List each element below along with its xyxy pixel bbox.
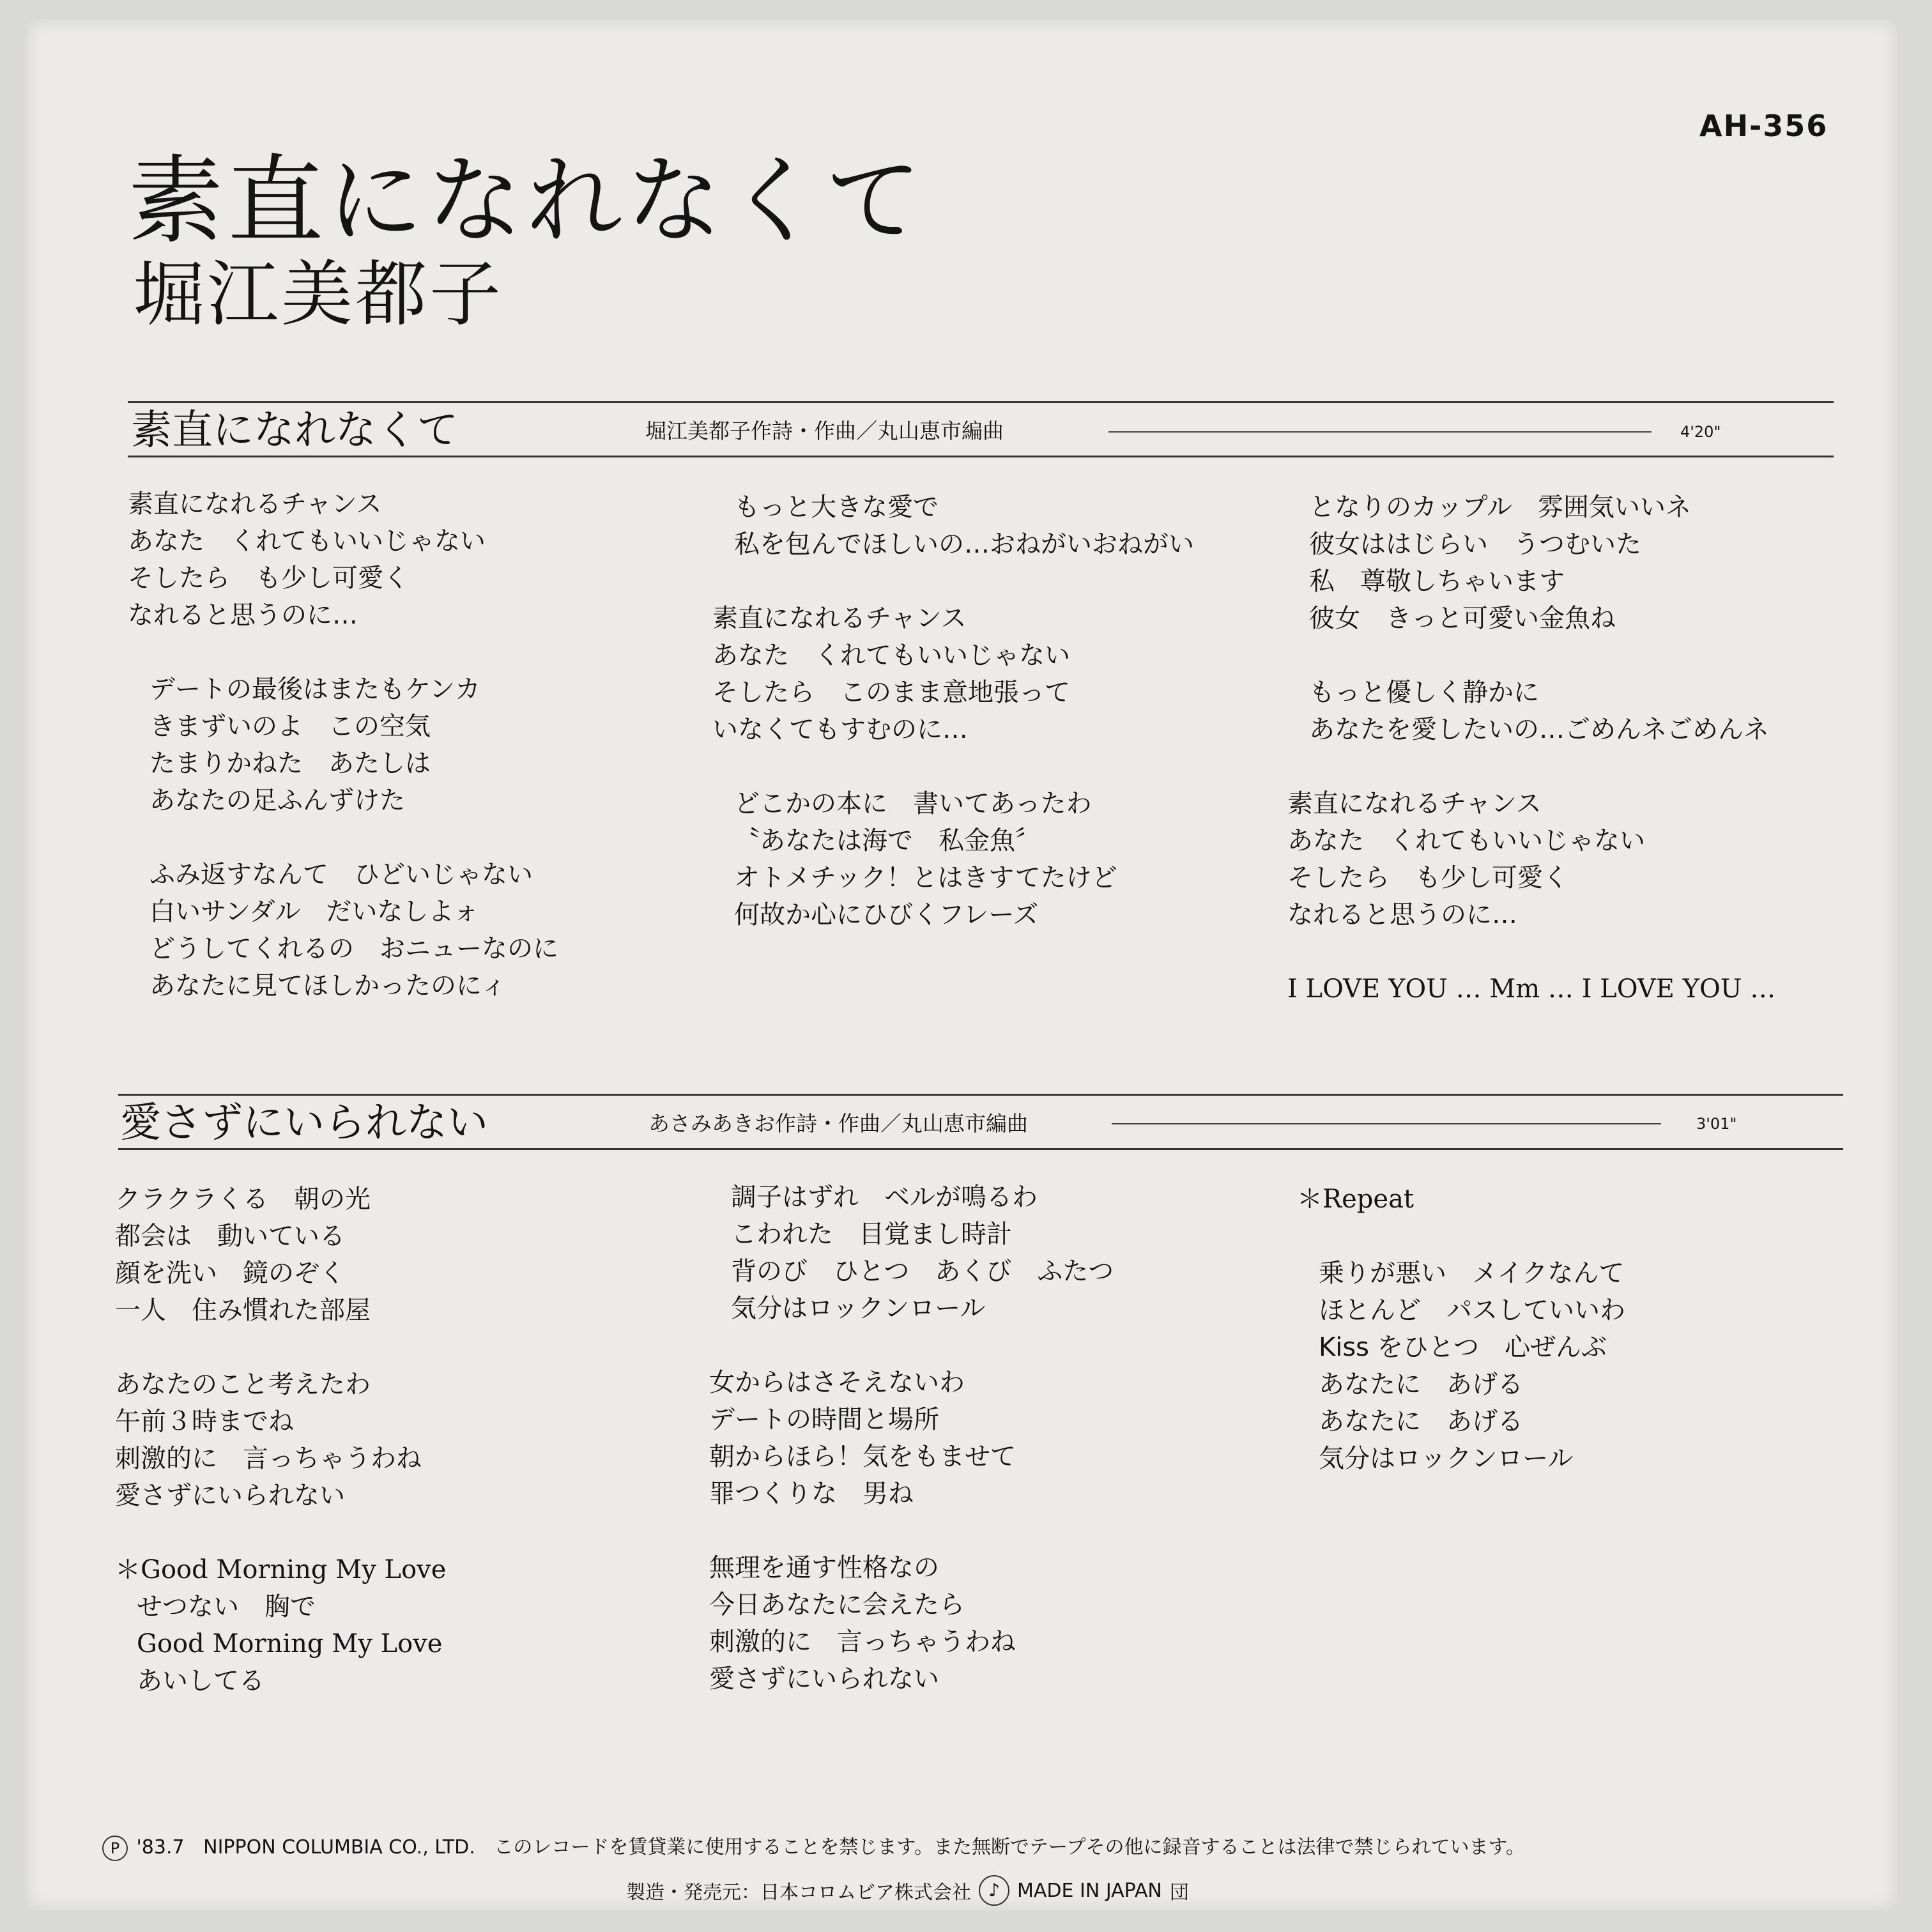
lyric-line: あなたに見てほしかったのにィ bbox=[150, 971, 507, 1000]
lyric-line: 罪つくりな 男ね bbox=[709, 1479, 914, 1508]
stanza bbox=[115, 1551, 446, 1699]
lyric-line: そしたら も少し可愛く bbox=[1287, 863, 1568, 893]
lyric-line: 〝あなたは海で 私金魚〞 bbox=[734, 826, 1041, 855]
legal-notice: このレコードを賃貸業に使用することを禁じます。また無断でテープその他に録音することは法律で禁じられています。 bbox=[494, 1836, 1526, 1859]
lyric-line: 乗りが悪い メイクなんて bbox=[1319, 1259, 1625, 1288]
repeat-marker: ＊Repeat bbox=[1297, 1184, 1414, 1214]
lyric-line: なれると思うのに… bbox=[128, 601, 358, 630]
stanza bbox=[712, 489, 1194, 563]
lyric-line: きまずいのよ この空気 bbox=[150, 712, 431, 741]
catalog-number: AH-356 bbox=[1699, 109, 1828, 143]
lyric-line: 背のび ひとつ あくび ふたつ bbox=[731, 1257, 1114, 1286]
lyric-line: 調子はずれ ベルが鳴るわ bbox=[731, 1183, 1038, 1212]
stanza bbox=[709, 1549, 1114, 1698]
lyric-line: 気分はロックンロール bbox=[731, 1294, 986, 1323]
lyric-line: もっと大きな愛で bbox=[734, 493, 939, 522]
song2-credit-line bbox=[1112, 1123, 1661, 1124]
song2-credit: あさみあきお作詩・作曲／丸山恵市編曲 bbox=[648, 1111, 1028, 1136]
lyric-line: 刺激的に 言っちゃうわね bbox=[115, 1444, 422, 1473]
main-title: 素直になれなくて bbox=[128, 146, 926, 257]
company-name: NIPPON COLUMBIA CO., LTD. bbox=[203, 1836, 475, 1859]
lyric-line: 素直になれるチャンス bbox=[712, 604, 967, 633]
lyric-line: いなくてもすむのに… bbox=[712, 715, 968, 744]
lyric-line: ふみ返すなんて ひどいじゃない bbox=[150, 860, 533, 889]
release-year: '83.7 bbox=[136, 1836, 185, 1859]
song1-lyrics-col2 bbox=[712, 489, 1194, 970]
song1-title: 素直になれなくて bbox=[131, 407, 458, 454]
lyric-line: 素直になれるチャンス bbox=[128, 489, 382, 519]
stanza bbox=[1287, 489, 1775, 637]
lyric-line: 一人 住み慣れた部屋 bbox=[115, 1296, 371, 1325]
lyric-line: 私 尊敬しちゃいます bbox=[1309, 567, 1565, 596]
lyric-line: 女からはさそえないわ bbox=[709, 1368, 965, 1397]
lyric-line: あなたを愛したいの…ごめんネごめんネ bbox=[1309, 715, 1769, 744]
song1-duration: 4'20" bbox=[1680, 423, 1721, 441]
stanza bbox=[712, 785, 1194, 933]
made-in-japan: MADE IN JAPAN bbox=[1017, 1879, 1162, 1902]
stanza bbox=[1287, 785, 1775, 933]
lyric-line: Good Morning My Love bbox=[137, 1629, 443, 1659]
artist-name: 堀江美都子 bbox=[133, 253, 503, 336]
lyric-line: せつない 胸で bbox=[137, 1592, 316, 1621]
lyric-line: 白いサンダル だいなしよォ bbox=[150, 897, 479, 926]
lyric-line: となりのカップル 雰囲気いいネ bbox=[1309, 493, 1691, 522]
song2-lyrics-col1 bbox=[115, 1181, 446, 1736]
stanza bbox=[128, 856, 558, 1004]
lyric-line: デートの時間と場所 bbox=[709, 1405, 939, 1434]
stanza bbox=[712, 600, 1194, 748]
song1-lyrics-col3 bbox=[1287, 489, 1775, 1045]
lyric-line: たまりかねた あたしは bbox=[150, 749, 431, 778]
lyric-line: あなたに あげる bbox=[1319, 1370, 1523, 1399]
stanza bbox=[128, 671, 558, 819]
song2-bottom-rule bbox=[118, 1148, 1843, 1150]
lyric-line: クラクラくる 朝の光 bbox=[115, 1184, 371, 1214]
lyric-line: 朝からほら！気をもませて bbox=[709, 1442, 1016, 1471]
stanza bbox=[1297, 1181, 1625, 1218]
lyric-line: 愛さずにいられない bbox=[709, 1664, 939, 1694]
stanza bbox=[1297, 1255, 1625, 1477]
lyric-line: 午前３時までね bbox=[115, 1407, 294, 1436]
lyric-line: あなた くれてもいいじゃない bbox=[712, 641, 1070, 670]
lyric-line: どうしてくれるの おニューなのに bbox=[150, 934, 558, 963]
lyric-line: 彼女ははじらい うつむいた bbox=[1309, 530, 1641, 559]
song1-bottom-rule bbox=[128, 456, 1834, 457]
lyric-line: 無理を通す性格なの bbox=[709, 1553, 939, 1583]
song1-credit: 堀江美都子作詩・作曲／丸山恵市編曲 bbox=[645, 418, 1004, 443]
lyric-line: なれると思うのに… bbox=[1287, 900, 1517, 930]
lyric-line: こわれた 目覚まし時計 bbox=[731, 1220, 1012, 1249]
lyric-line: ほとんど パスしていいわ bbox=[1319, 1296, 1625, 1325]
maker-line bbox=[626, 1875, 1189, 1906]
stanza bbox=[128, 486, 558, 634]
lyric-line: どこかの本に 書いてあったわ bbox=[734, 789, 1092, 818]
lyric-line: あいしてる bbox=[137, 1666, 264, 1696]
song1-lyrics-col1 bbox=[128, 486, 558, 1041]
maker-name: 製造・発売元：日本コロムビア株式会社 bbox=[626, 1882, 971, 1904]
song1-credit-line bbox=[1108, 431, 1652, 433]
lyric-line: あなたの足ふんずけた bbox=[150, 786, 405, 815]
lyric-line: そしたら も少し可愛く bbox=[128, 564, 409, 593]
stanza bbox=[1287, 970, 1775, 1008]
stanza bbox=[115, 1181, 446, 1329]
lyric-line: 刺激的に 言っちゃうわね bbox=[709, 1627, 1016, 1657]
lyric-line: もっと優しく静かに bbox=[1309, 678, 1539, 707]
phonogram-mark-icon: P bbox=[102, 1836, 128, 1861]
lyric-line: あなた くれてもいいじゃない bbox=[1287, 826, 1645, 855]
lyric-line: そしたら このまま意地張って bbox=[712, 678, 1070, 707]
song2-duration: 3'01" bbox=[1696, 1115, 1737, 1133]
lyric-line: 私を包んでほしいの…おねがいおねがい bbox=[734, 530, 1194, 559]
lyric-line: オトメチック！とはきすてたけど bbox=[734, 863, 1117, 893]
stanza bbox=[1287, 674, 1775, 748]
lyric-line: 気分はロックンロール bbox=[1319, 1444, 1574, 1473]
lyric-line: あなた くれてもいいじゃない bbox=[128, 526, 486, 556]
lyric-line: 素直になれるチャンス bbox=[1287, 789, 1542, 818]
song1-top-rule bbox=[128, 401, 1834, 403]
copyright-line bbox=[102, 1831, 1525, 1861]
stanza bbox=[115, 1366, 446, 1514]
lyric-line: Kiss をひとつ 心ぜんぶ bbox=[1319, 1333, 1607, 1362]
lyric-sheet bbox=[26, 19, 1897, 1910]
song2-lyrics-col2 bbox=[709, 1179, 1114, 1735]
lyric-line: ＊Good Morning My Love bbox=[115, 1555, 447, 1584]
song2-title: 愛さずにいられない bbox=[120, 1100, 488, 1147]
song2-top-rule bbox=[118, 1094, 1843, 1096]
lyric-line: 愛さずにいられない bbox=[115, 1481, 345, 1510]
lyric-line: 彼女 きっと可愛い金魚ね bbox=[1309, 604, 1616, 633]
lyric-line: 都会は 動いている bbox=[115, 1222, 345, 1251]
lyric-line: あなたに あげる bbox=[1319, 1407, 1523, 1436]
lyric-line: 何故か心にひびくフレーズ bbox=[734, 900, 1039, 930]
lyric-line: 顔を洗い 鏡のぞく bbox=[115, 1259, 345, 1288]
lyric-line: デートの最後はまたもケンカ bbox=[150, 675, 480, 704]
stanza bbox=[709, 1179, 1114, 1327]
lyric-line: I LOVE YOU … Mm … I LOVE YOU … bbox=[1287, 974, 1776, 1004]
lyric-line: あなたのこと考えたわ bbox=[115, 1370, 371, 1399]
stanza bbox=[709, 1364, 1114, 1512]
columbia-note-logo-icon: ♪ bbox=[979, 1875, 1009, 1906]
song2-lyrics-col3 bbox=[1297, 1181, 1625, 1514]
lyric-line: 今日あなたに会えたら bbox=[709, 1590, 965, 1620]
made-in-mark: 団 bbox=[1169, 1882, 1189, 1904]
